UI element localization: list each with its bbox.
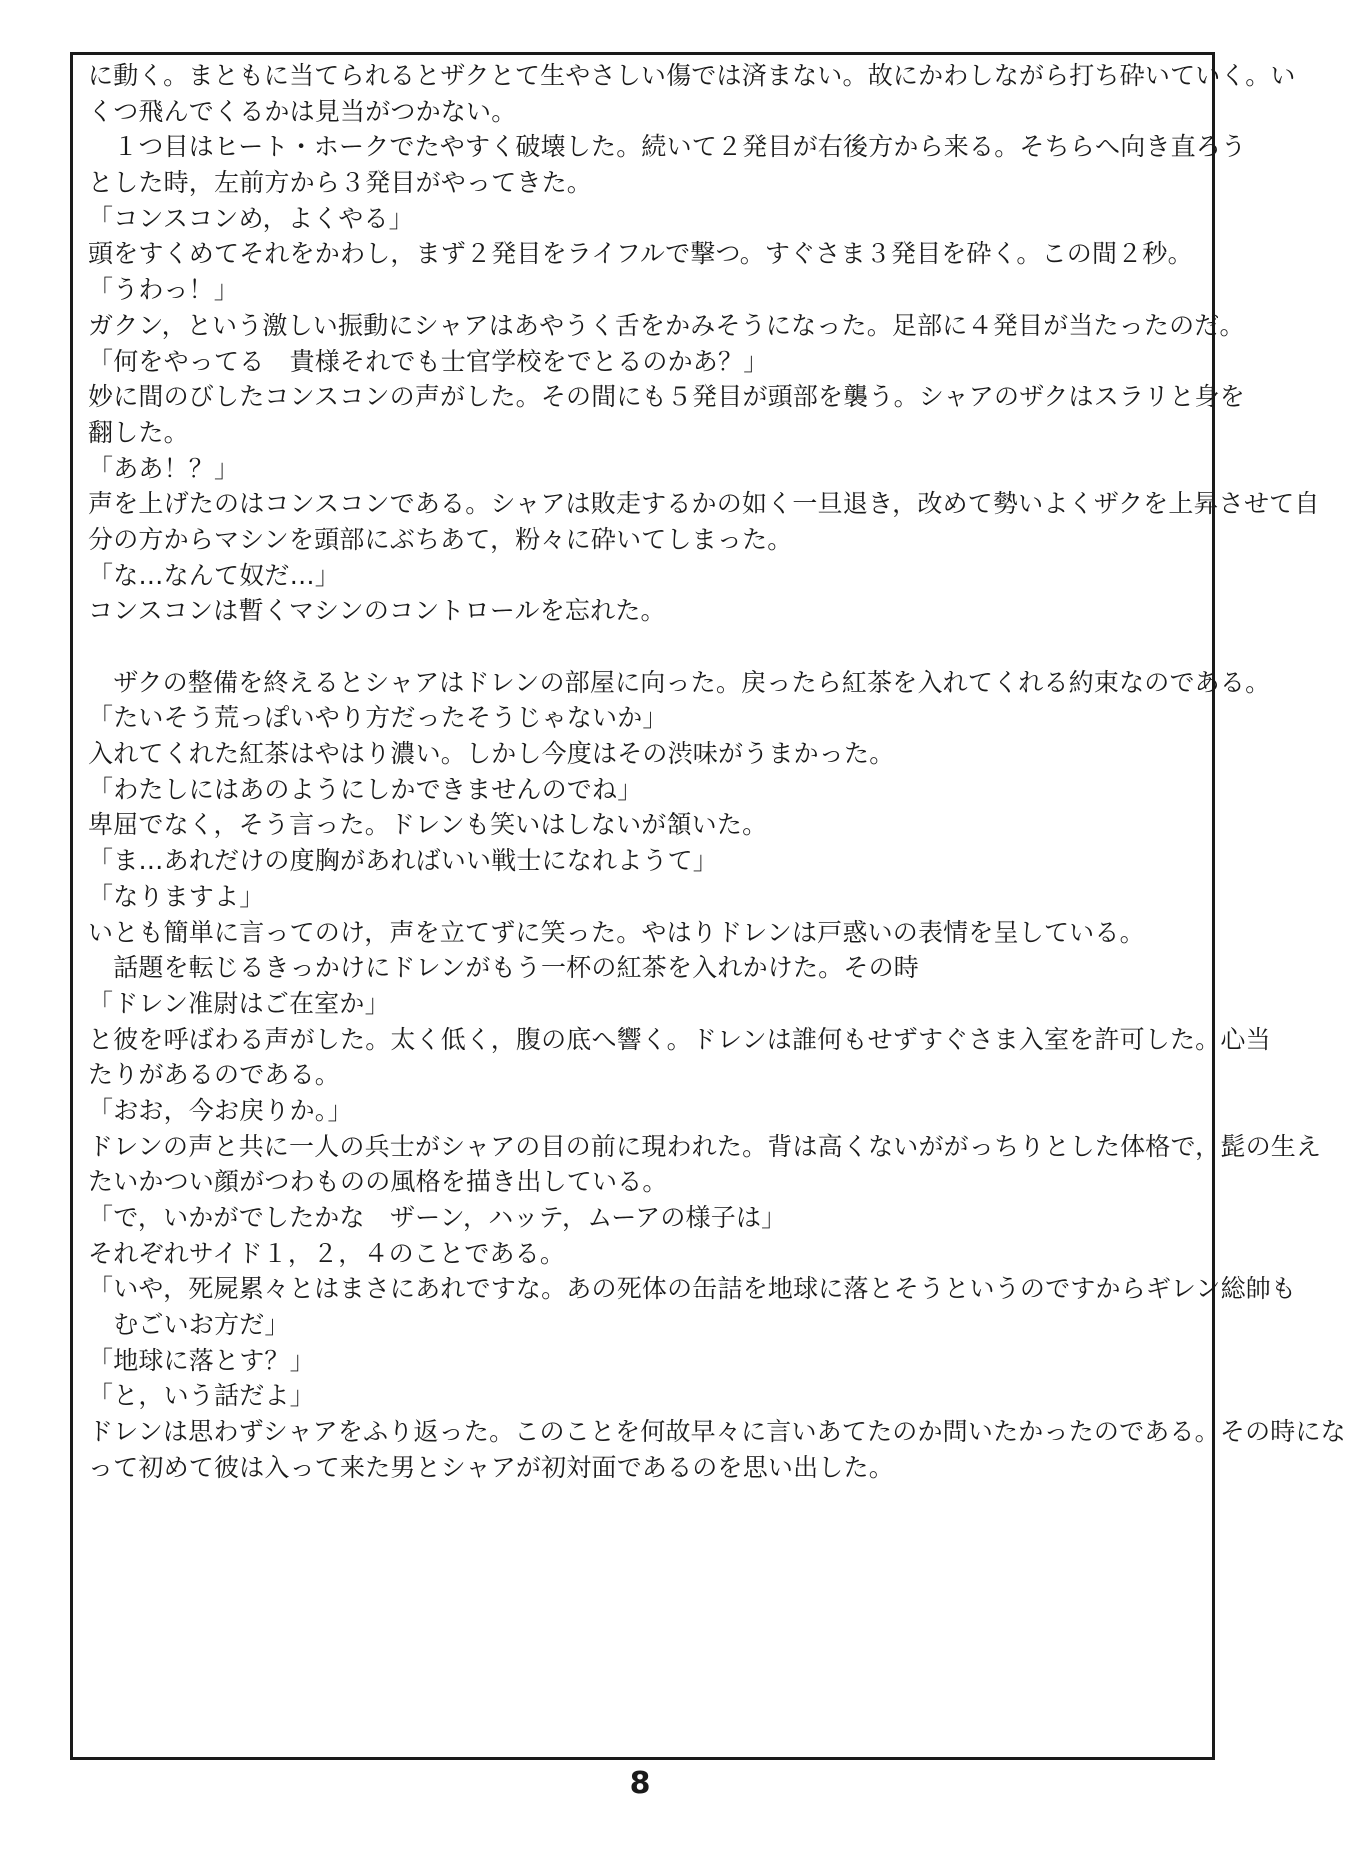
text-line: に動く。まともに当てられるとザクとて生やさしい傷では済まない。故にかわしながら打ち砕いていく。い xyxy=(88,61,1296,90)
text-line: 分の方からマシンを頭部にぶちあて，粉々に砕いてしまった。 xyxy=(88,524,793,554)
text-line: くつ飛んでくるかは見当がつかない。 xyxy=(88,96,517,126)
text-line: とした時，左前方から３発目がやってきた。 xyxy=(88,168,593,198)
text-line: 卑屈でなく，そう言った。ドレンも笑いはしないが頷いた。 xyxy=(88,810,768,840)
text-line: と彼を呼ばわる声がした。太く低く，腹の底へ響く。ドレンは誰何もせずすぐさま入室を許可した。心当 xyxy=(88,1024,1271,1054)
text-line: 「おお，今お戻りか。」 xyxy=(88,1095,353,1125)
text-line: １つ目はヒート・ホークでたやすく破壊した。続いて２発目が右後方から来る。そちらへ向き直ろう xyxy=(88,132,1247,162)
text-line: 話題を転じるきっかけにドレンがもう一杯の紅茶を入れかけた。その時 xyxy=(88,953,919,983)
text-line: たりがあるのである。 xyxy=(88,1060,341,1090)
text-line: 「ドレン准尉はご在室か」 xyxy=(88,988,390,1018)
text-line: ガクン，という激しい振動にシャアはあやうく舌をかみそうになった。足部に４発目が当たったのだ。 xyxy=(88,310,1245,340)
text-line: 妙に間のびしたコンスコンの声がした。その間にも５発目が頭部を襲う。シャアのザクはスラリと身を xyxy=(88,382,1245,412)
text-line: 入れてくれた紅茶はやはり濃い。しかし今度はその渋味がうまかった。 xyxy=(88,739,895,769)
text-line: 頭をすくめてそれをかわし，まず２発目をライフルで撃つ。すぐさま３発目を砕く。この間２秒。 xyxy=(88,239,1193,269)
text-line: 「と，いう話だよ」 xyxy=(88,1381,315,1411)
text-line: それぞれサイド１，２，４のことである。 xyxy=(88,1238,566,1268)
text-line: たいかつい顔がつわものの風格を描き出している。 xyxy=(88,1167,668,1197)
text-line: 「地球に落とす？」 xyxy=(88,1345,315,1375)
text-line: 翻した。 xyxy=(88,417,189,447)
text-line: 「な…なんて奴だ…」 xyxy=(88,560,341,590)
text-line: むごいお方だ」 xyxy=(88,1310,290,1340)
text-line: 「ああ！？」 xyxy=(88,453,240,483)
text-line: 「たいそう荒っぽいやり方だったそうじゃないか」 xyxy=(88,703,668,733)
text-line: 「わたしにはあのようにしかできませんのでね」 xyxy=(88,774,643,804)
text-line: ザクの整備を終えるとシャアはドレンの部屋に向った。戻ったら紅茶を入れてくれる約束なのである。 xyxy=(88,667,1271,697)
text-line: 「で，いかがでしたかな ザーン，ハッテ，ムーアの様子は」 xyxy=(88,1203,787,1232)
text-line: 「うわっ！」 xyxy=(88,275,239,305)
text-line: 「いや，死屍累々とはまさにあれですな。あの死体の缶詰を地球に落とそうというのですからギレン総帥も xyxy=(88,1274,1297,1304)
text-line: 声を上げたのはコンスコンである。シャアは敗走するかの如く一旦退き，改めて勢いよくザクを上昇させて自 xyxy=(88,489,1320,519)
text-line: 「ま…あれだけの度胸があればいい戦士になれようて」 xyxy=(88,846,719,876)
text-line: 「コンスコンめ，よくやる」 xyxy=(88,203,414,233)
text-line: コンスコンは暫くマシンのコントロールを忘れた。 xyxy=(88,596,666,626)
blank-line xyxy=(88,629,1218,665)
text-line: ドレンの声と共に一人の兵士がシャアの目の前に現われた。背は高くないががっちりとした体格で，髭の生え xyxy=(88,1131,1322,1161)
manuscript-body xyxy=(88,58,1346,1486)
text-line: ドレンは思わずシャアをふり返った。このことを何故早々に言いあてたのか問いたかったのである。その時にな xyxy=(88,1417,1346,1447)
text-line: 「何をやってる 貴様それでも士官学校をでとるのかあ？」 xyxy=(88,346,769,376)
text-line: 「なりますよ」 xyxy=(88,881,265,911)
page-number: 8 xyxy=(629,1766,651,1801)
text-line: いとも簡単に言ってのけ，声を立てずに笑った。やはりドレンは戸惑いの表情を呈している。 xyxy=(88,917,1145,947)
text-line: って初めて彼は入って来た男とシャアが初対面であるのを思い出した。 xyxy=(88,1452,894,1482)
